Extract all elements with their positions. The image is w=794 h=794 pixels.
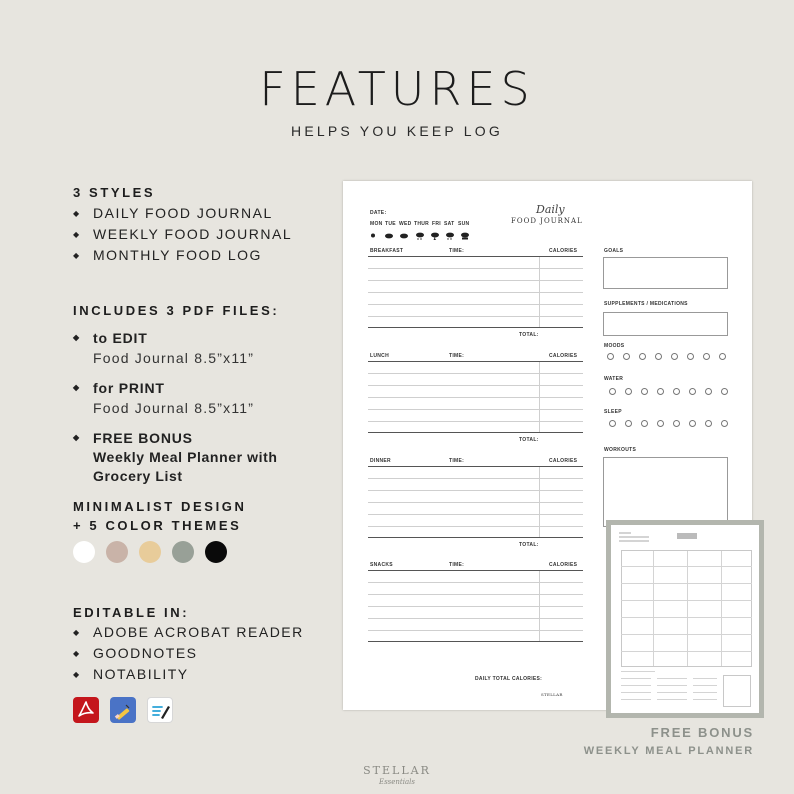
bonus-title: FREE BONUS (650, 725, 754, 740)
water-drop-icon[interactable] (641, 388, 648, 395)
meal-calories: CALORIES (549, 248, 578, 254)
notability-icon[interactable] (147, 697, 173, 723)
meal-calories: CALORIES (549, 562, 578, 568)
brand-logo: STELLAR (363, 764, 431, 777)
water-label: WATER (604, 376, 624, 382)
meal-name: LUNCH (370, 353, 389, 359)
meal-total: TOTAL: (519, 332, 539, 338)
meal-name: DINNER (370, 458, 391, 464)
water-drop-icon[interactable] (689, 388, 696, 395)
color-swatch-sage[interactable] (172, 541, 194, 563)
snow-icon (446, 233, 454, 240)
page-title: FEATURES (259, 62, 535, 116)
file-item-title: ◆ to EDIT (73, 328, 279, 348)
style-item: ◆ MONTHLY FOOD LOG (73, 245, 292, 266)
meal-calories: CALORIES (549, 458, 578, 464)
brand-tagline: Essentials (378, 778, 415, 786)
water-drop-icon[interactable] (609, 388, 616, 395)
files-heading: INCLUDES 3 PDF FILES: (73, 303, 280, 318)
day-tue: TUE (385, 221, 396, 227)
water-drop-icon[interactable] (721, 388, 728, 395)
water-drop-icon[interactable] (657, 388, 664, 395)
journal-script-title: Daily (536, 203, 565, 216)
meal-total: TOTAL: (519, 542, 539, 548)
cloud-icon (400, 234, 408, 239)
editable-app-item: ◆ ADOBE ACROBAT READER (73, 622, 304, 643)
hail-icon (461, 233, 469, 240)
partly-cloudy-icon (385, 234, 393, 239)
color-swatches (73, 541, 227, 563)
goals-box[interactable] (603, 257, 728, 289)
water-drop-icon[interactable] (705, 388, 712, 395)
bonus-subtitle: WEEKLY MEAL PLANNER (583, 745, 754, 757)
sheet-brand-mark: STELLAR (541, 692, 563, 697)
sleep-moon-icon[interactable] (673, 420, 680, 427)
meal-name: SNACKS (370, 562, 393, 568)
day-fri: FRI (432, 221, 441, 227)
moods-label: MOODS (604, 343, 625, 349)
meal-time: TIME: (449, 248, 465, 254)
style-item: ◆ DAILY FOOD JOURNAL (73, 203, 292, 224)
day-wed: WED (399, 221, 412, 227)
day-sat: SAT (444, 221, 455, 227)
goals-label: GOALS (604, 248, 624, 254)
editable-app-item: ◆ GOODNOTES (73, 643, 304, 664)
journal-title: FOOD JOURNAL (511, 217, 583, 225)
file-item-sub: Grocery List (93, 468, 183, 484)
color-swatch-black[interactable] (205, 541, 227, 563)
acrobat-icon[interactable] (73, 697, 99, 723)
sleep-moon-icon[interactable] (689, 420, 696, 427)
file-item-sub: Food Journal 8.5”x11” (93, 350, 255, 366)
mood-icon[interactable] (639, 353, 646, 360)
mood-icon[interactable] (607, 353, 614, 360)
sun-icon (371, 234, 375, 238)
meal-name: BREAKFAST (370, 248, 404, 254)
color-swatch-rose[interactable] (106, 541, 128, 563)
color-swatch-sand[interactable] (139, 541, 161, 563)
style-item: ◆ WEEKLY FOOD JOURNAL (73, 224, 292, 245)
editable-section (73, 605, 304, 685)
meal-time: TIME: (449, 353, 465, 359)
styles-heading: 3 STYLES (73, 185, 156, 200)
app-icons (73, 697, 173, 723)
file-item-title: ◆ for PRINT (73, 378, 279, 398)
styles-section (73, 185, 292, 266)
sleep-moon-icon[interactable] (625, 420, 632, 427)
supplements-box[interactable] (603, 312, 728, 336)
file-item-sub: Food Journal 8.5”x11” (93, 400, 255, 416)
workouts-label: WORKOUTS (604, 447, 637, 453)
supplements-label: SUPPLEMENTS / MEDICATIONS (604, 301, 688, 307)
meal-time: TIME: (449, 458, 465, 464)
sleep-moon-icon[interactable] (657, 420, 664, 427)
editable-heading: EDITABLE IN: (73, 605, 190, 620)
file-item-title: ◆ FREE BONUS (73, 428, 279, 448)
sleep-moon-icon[interactable] (705, 420, 712, 427)
page-subtitle: HELPS YOU KEEP LOG (291, 123, 503, 139)
color-swatch-white[interactable] (73, 541, 95, 563)
design-section (73, 497, 246, 535)
water-drop-icon[interactable] (673, 388, 680, 395)
design-heading: MINIMALIST DESIGN (73, 499, 247, 514)
water-drop-icon[interactable] (625, 388, 632, 395)
mood-icon[interactable] (719, 353, 726, 360)
rain-cloud-icon (416, 233, 424, 240)
sleep-moon-icon[interactable] (641, 420, 648, 427)
color-themes-heading: + 5 COLOR THEMES (73, 518, 242, 533)
meal-total: TOTAL: (519, 437, 539, 443)
mood-icon[interactable] (655, 353, 662, 360)
meal-calories: CALORIES (549, 353, 578, 359)
day-mon: MON (370, 221, 383, 227)
mood-icon[interactable] (671, 353, 678, 360)
file-item-sub: Weekly Meal Planner with (93, 449, 278, 465)
daily-total-calories: DAILY TOTAL CALORIES: (475, 676, 543, 682)
storm-icon (431, 233, 439, 240)
editable-app-item: ◆ NOTABILITY (73, 664, 304, 685)
day-sun: SUN (458, 221, 470, 227)
mood-icon[interactable] (703, 353, 710, 360)
files-section (73, 303, 279, 486)
meal-time: TIME: (449, 562, 465, 568)
day-thur: THUR (414, 221, 430, 227)
date-label: DATE: (370, 210, 387, 216)
mood-icon[interactable] (687, 353, 694, 360)
sleep-label: SLEEP (604, 409, 622, 415)
mood-icon[interactable] (623, 353, 630, 360)
workouts-box[interactable] (603, 457, 728, 527)
goodnotes-icon[interactable] (110, 697, 136, 723)
sleep-moon-icon[interactable] (609, 420, 616, 427)
weekly-planner-preview (606, 520, 764, 718)
sleep-moon-icon[interactable] (721, 420, 728, 427)
weather-icons (370, 231, 474, 240)
